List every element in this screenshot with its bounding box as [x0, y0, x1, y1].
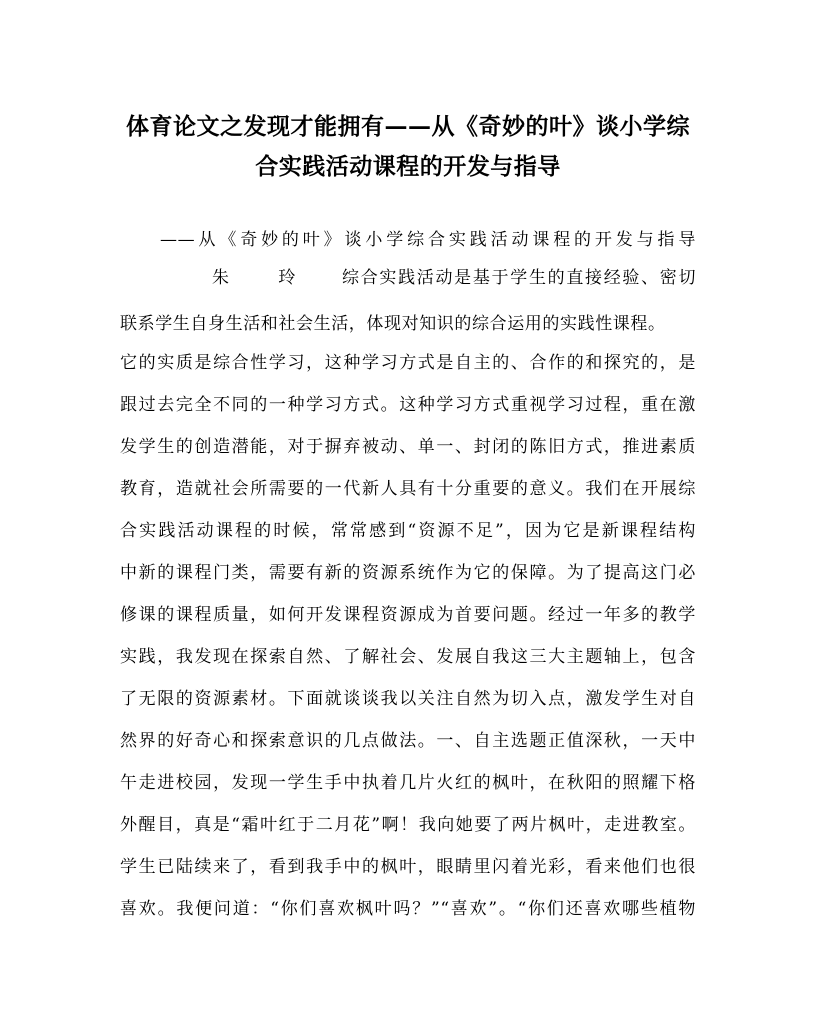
body-line: 跟过去完全不同的一种学习方式。这种学习方式重视学习过程，重在激 — [120, 395, 696, 415]
body-line: 发学生的创造潜能，对于摒弃被动、单一、封闭的陈旧方式，推进素质 — [120, 437, 696, 457]
body-line: 学生已陆续来了，看到我手中的枫叶，眼睛里闪着光彩，看来他们也很 — [120, 857, 696, 877]
body-line: 然界的好奇心和探索意识的几点做法。一、自主选题正值深秋，一天中 — [120, 731, 696, 751]
body-line: 外醒目，真是“霜叶红于二月花”啊！我向她要了两片枫叶，走进教室。 — [120, 815, 696, 835]
body-line-opening: 综合实践活动是基于学生的直接经验、密切 — [342, 268, 696, 288]
body-line: 它的实质是综合性学习，这种学习方式是自主的、合作的和探究的，是 — [120, 353, 696, 373]
document-title-line-2: 合实践活动课程的开发与指导 — [255, 153, 561, 180]
body-line: 喜欢。我便问道：“你们喜欢枫叶吗？”“喜欢”。“你们还喜欢哪些植物 — [120, 899, 696, 919]
body-line: 联系学生自身生活和社会生活，体现对知识的综合运用的实践性课程。 — [120, 314, 666, 334]
document-title-line-1: 体育论文之发现才能拥有——从《奇妙的叶》谈小学综 — [126, 113, 690, 140]
body-line: 实践，我发现在探索自然、了解社会、发展自我这三大主题轴上，包含 — [120, 647, 696, 667]
body-line: 中新的课程门类，需要有新的资源系统作为它的保障。为了提高这门必 — [120, 563, 696, 583]
body-line: 了无限的资源素材。下面就谈谈我以关注自然为切入点，激发学生对自 — [120, 689, 696, 709]
body-line: 修课的课程质量，如何开发课程资源成为首要问题。经过一年多的教学 — [120, 605, 696, 625]
body-line: 午走进校园，发现一学生手中执着几片火红的枫叶，在秋阳的照耀下格 — [120, 773, 696, 793]
author-name: 朱 玲 — [212, 268, 318, 288]
body-line: 教育，造就社会所需要的一代新人具有十分重要的意义。我们在开展综 — [120, 479, 696, 499]
document-subtitle: ——从《奇妙的叶》谈小学综合实践活动课程的开发与指导 — [160, 230, 696, 250]
author-row — [120, 266, 696, 292]
body-line: 合实践活动课程的时候，常常感到“资源不足”，因为它是新课程结构 — [120, 521, 696, 541]
